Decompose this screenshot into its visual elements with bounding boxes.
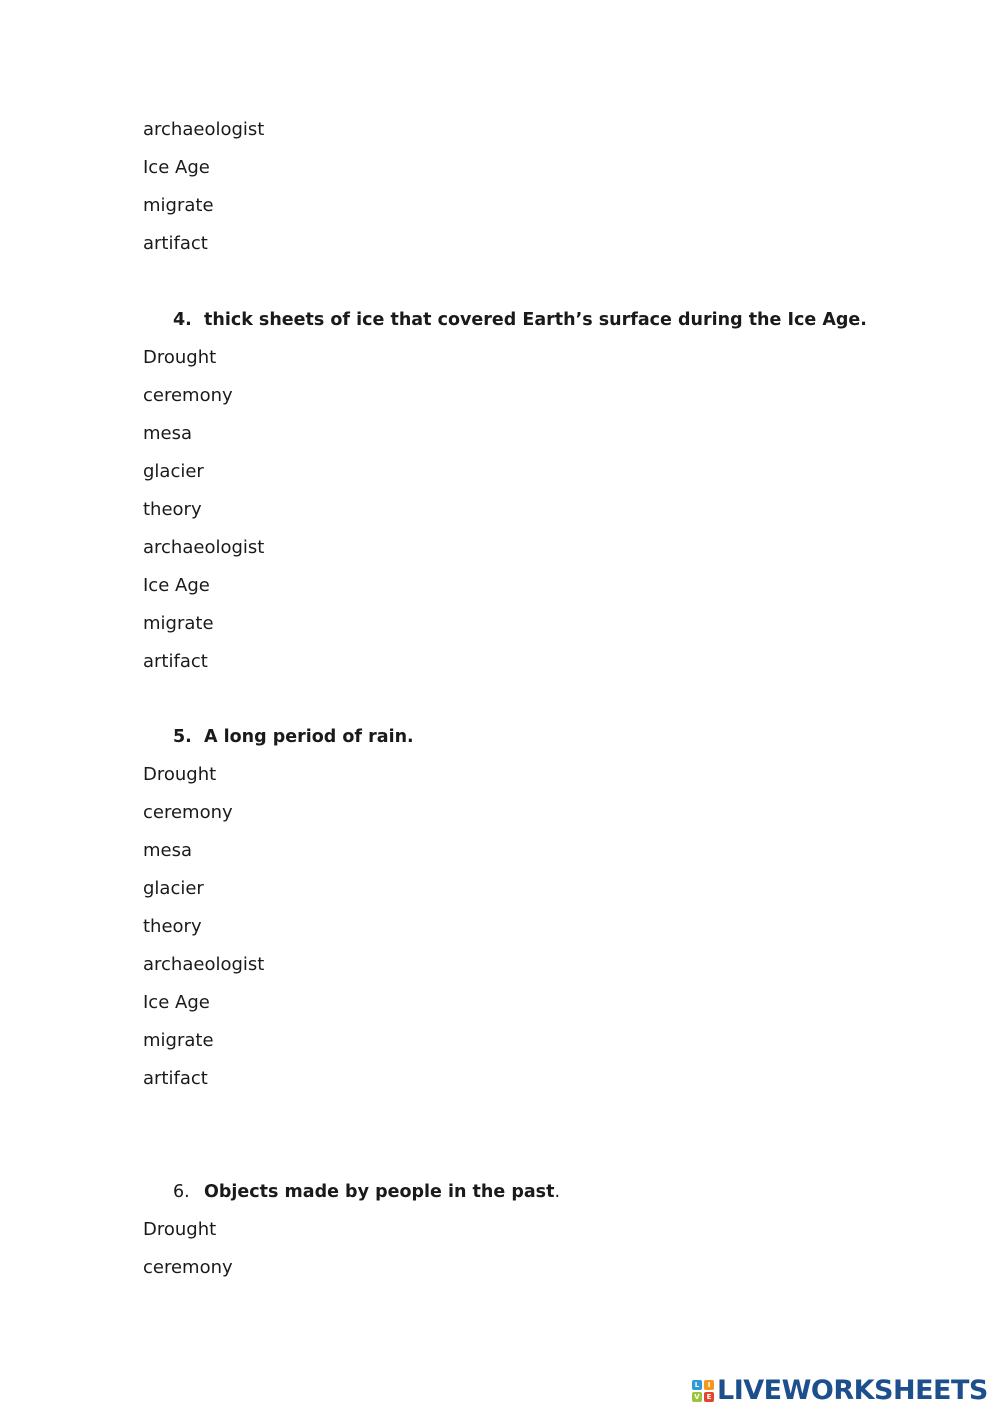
option-artifact[interactable]: artifact [143,651,208,672]
question-6 [173,1180,560,1204]
question-prompt: A long period of rain. [204,727,414,747]
question-5 [173,725,414,749]
option-migrate[interactable]: migrate [143,195,214,216]
option-archaeologist[interactable]: archaeologist [143,119,265,140]
option-glacier[interactable]: glacier [143,461,204,482]
question-number: 4. [173,310,192,330]
option-drought[interactable]: Drought [143,347,217,368]
option-ice-age[interactable]: Ice Age [143,575,210,596]
option-migrate[interactable]: migrate [143,1030,214,1051]
option-ice-age[interactable]: Ice Age [143,157,210,178]
liveworksheets-logo-icon: L I V E [692,1380,714,1402]
option-archaeologist[interactable]: archaeologist [143,537,265,558]
option-mesa[interactable]: mesa [143,840,193,861]
option-migrate[interactable]: migrate [143,613,214,634]
option-drought[interactable]: Drought [143,764,217,785]
option-archaeologist[interactable]: archaeologist [143,954,265,975]
option-artifact[interactable]: artifact [143,1068,208,1089]
question-number: 5. [173,727,192,747]
option-drought[interactable]: Drought [143,1219,217,1240]
option-theory[interactable]: theory [143,499,202,520]
question-4 [173,308,867,332]
question-prompt-suffix: . [554,1182,561,1202]
option-artifact[interactable]: artifact [143,233,208,254]
option-ceremony[interactable]: ceremony [143,802,233,823]
option-ceremony[interactable]: ceremony [143,1257,233,1278]
option-theory[interactable]: theory [143,916,202,937]
logo-wordmark: LIVEWORKSHEETS [717,1375,988,1406]
option-ceremony[interactable]: ceremony [143,385,233,406]
option-glacier[interactable]: glacier [143,878,204,899]
liveworksheets-logo [692,1375,988,1407]
question-number: 6. [173,1182,190,1202]
question-prompt: Objects made by people in the past [204,1182,555,1202]
option-ice-age[interactable]: Ice Age [143,992,210,1013]
option-mesa[interactable]: mesa [143,423,193,444]
question-prompt: thick sheets of ice that covered Earth’s surface during the Ice Age. [204,310,867,330]
